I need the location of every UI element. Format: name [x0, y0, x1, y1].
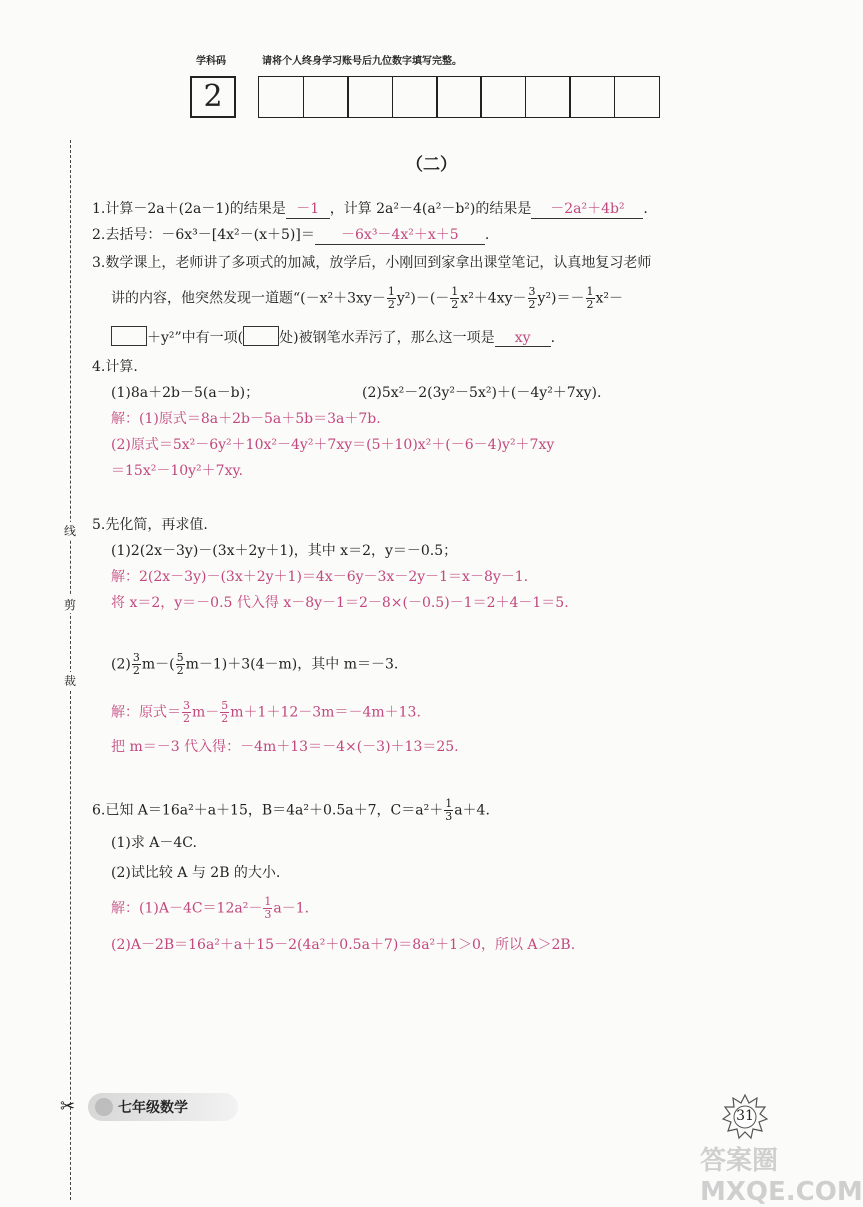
solution-line: 将 x＝2，y＝－0.5 代入得 x－8y－1＝2－8×(－0.5)－1＝2＋4－1＝5. — [111, 595, 569, 611]
question-4-title: 4.计算. — [92, 359, 138, 375]
digit-box[interactable] — [614, 76, 660, 118]
page-number: 31 — [736, 1108, 754, 1124]
question-3-line-3: ＋y²”中有一项( 处)被钢笔水弄污了，那么这一项是 xy . — [111, 326, 555, 347]
question-3-line-2: 讲的内容，他突然发现一道题“(－x²＋3xy－ $\frac{1}{2}$ y²)－(－ $\frac{1}{2}$ x²＋4xy－ $\frac{3}{2}$ y²)＝－ $\frac{1}{2}$ x²－ — [111, 285, 624, 311]
question-6-title: 6.已知 A＝16a²＋a＋15，B＝4a²＋0.5a＋7，C＝a²＋ $\frac{1}{3}$ a＋4. — [92, 797, 490, 823]
instruction-text: 请将个人终身学习账号后九位数字填写完整。 — [262, 56, 462, 67]
section-title: （二） — [406, 155, 457, 175]
fraction: $\frac{1}{2}$ — [451, 285, 459, 311]
fraction: $\frac{1}{2}$ — [586, 285, 594, 311]
blank-box — [243, 326, 279, 346]
answer-blank: xy — [495, 330, 551, 347]
cut-line-char: 线 — [58, 522, 82, 539]
solution-line: 解：(1)A－4C＝12a²－ $\frac{1}{3}$ a－1. — [111, 895, 310, 921]
solution-line: 解：(1)原式＝8a＋2b－5a＋5b＝3a＋7b. — [111, 411, 381, 427]
digit-box[interactable] — [525, 76, 571, 118]
question-4-part-2: (2)5x²－2(3y²－5x²)＋(－4y²＋7xy). — [362, 385, 602, 401]
question-6-part-1: (1)求 A－4C. — [111, 835, 197, 851]
fraction: $\frac{5}{2}$ — [176, 651, 184, 677]
blank-box — [111, 326, 147, 346]
subject-code-label: 学科码 — [196, 56, 226, 67]
cut-line — [70, 140, 71, 1200]
answer-blank: －1 — [286, 198, 330, 219]
solution-line: (2)A－2B＝16a²＋a＋15－2(4a²＋0.5a＋7)＝8a²＋1＞0，所以 A＞2B. — [111, 937, 576, 953]
solution-line: 把 m＝－3 代入得：－4m＋13＝－4×(－3)＋13＝25. — [111, 739, 459, 755]
scissors-icon: ✂ — [60, 1096, 76, 1117]
digit-box[interactable] — [392, 76, 438, 118]
digit-box[interactable] — [480, 76, 526, 118]
cut-line-char: 剪 — [58, 596, 82, 613]
fraction: $\frac{1}{3}$ — [445, 797, 453, 823]
digit-box[interactable] — [258, 76, 304, 118]
fraction: $\frac{3}{2}$ — [132, 651, 140, 677]
book-title: 七年级数学 — [118, 1100, 188, 1116]
solution-line: (2)原式＝5x²－6y²＋10x²－4y²＋7xy＝(5＋10)x²＋(－6－4)y²＋7xy — [111, 437, 555, 453]
cut-line-char: 裁 — [58, 672, 82, 689]
question-6-part-2: (2)试比较 A 与 2B 的大小. — [111, 865, 281, 881]
question-5-title: 5.先化简，再求值. — [92, 517, 208, 533]
solution-line: 解：原式＝ $\frac{3}{2}$ m－ $\frac{5}{2}$ m＋1＋12－3m＝－4m＋13. — [111, 699, 421, 725]
question-3-line-1: 3.数学课上，老师讲了多项式的加减，放学后，小刚回到家拿出课堂笔记，认真地复习老师 — [92, 255, 652, 271]
question-5-part-1: (1)2(2x－3y)－(3x＋2y＋1)，其中 x＝2，y＝－0.5； — [111, 543, 458, 559]
solution-line: ＝15x²－10y²＋7xy. — [111, 463, 243, 479]
question-1: 1.计算－2a＋(2a－1)的结果是 －1 ，计算 2a²－4(a²－b²)的结果是 －2a²＋4b² . — [92, 198, 648, 219]
fraction: $\frac{5}{2}$ — [221, 699, 229, 725]
question-4-part-1: (1)8a＋2b－5(a－b)； — [111, 385, 260, 401]
account-digit-boxes — [260, 76, 660, 118]
digit-box[interactable] — [436, 76, 482, 118]
digit-box[interactable] — [569, 76, 615, 118]
question-5-part-2: (2) $\frac{3}{2}$ m－( $\frac{5}{2}$ m－1)＋3(4－m)，其中 m＝－3. — [111, 651, 399, 677]
fraction: $\frac{3}{2}$ — [528, 285, 536, 311]
fraction: $\frac{1}{3}$ — [264, 895, 272, 921]
digit-box[interactable] — [303, 76, 349, 118]
watermark: 答案圈 MXQE.COM — [700, 1146, 863, 1207]
subject-code-box: 2 — [190, 76, 236, 118]
digit-box[interactable] — [347, 76, 393, 118]
fraction: $\frac{1}{2}$ — [387, 285, 395, 311]
fraction: $\frac{3}{2}$ — [183, 699, 190, 725]
question-2: 2.去括号：－6x³－[4x²－(x＋5)]＝ －6x³－4x²＋x＋5 . — [92, 224, 489, 245]
answer-blank: －2a²＋4b² — [531, 198, 643, 219]
book-badge-icon — [95, 1098, 113, 1116]
answer-blank: －6x³－4x²＋x＋5 — [315, 224, 485, 245]
solution-line: 解：2(2x－3y)－(3x＋2y＋1)＝4x－6y－3x－2y－1＝x－8y－1. — [111, 569, 529, 585]
